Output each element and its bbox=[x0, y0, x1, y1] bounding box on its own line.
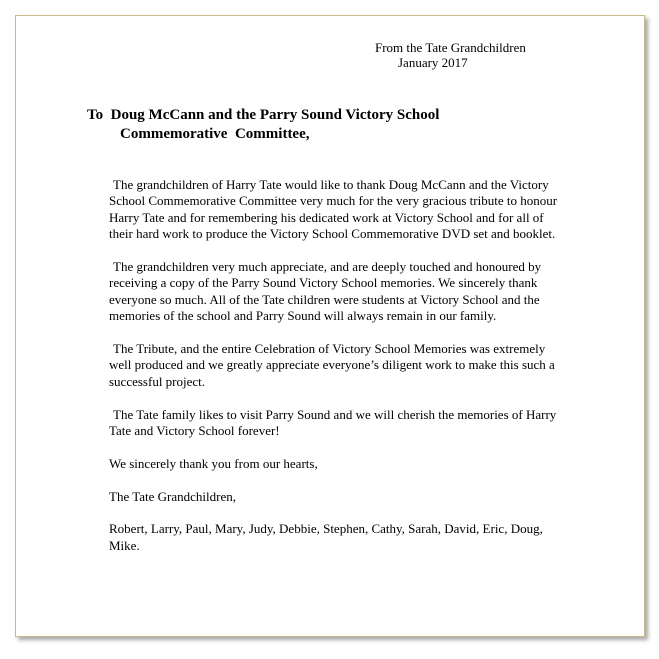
paragraph-appreciation: The grandchildren very much appreciate, and are deeply touched and honoured by receiving a copy of the Parry Sound Victory School memories. We sincerely thank everyone so much. All of the Tate children were students at Victory School and the memories of the school and Parry Sound will always remain in our family. bbox=[109, 259, 542, 324]
salutation bbox=[87, 106, 607, 144]
signature-line: The Tate Grandchildren, bbox=[109, 488, 236, 504]
letter-body bbox=[109, 177, 564, 571]
paragraph-thanks: The grandchildren of Harry Tate would like to thank Doug McCann and the Victory School Commemorative Committee very much for the very gracious tribute to honour Harry Tate and for remembering his dedicated work at Victory School and for all of their hard work to produce the Victory School Commemorative DVD set and booklet. bbox=[109, 177, 558, 242]
letter-date: January 2017 bbox=[398, 55, 468, 70]
sender-line: From the Tate Grandchildren bbox=[375, 40, 526, 55]
salutation-line-2: Commemorative Committee, bbox=[120, 126, 310, 142]
letter-page bbox=[15, 15, 645, 637]
letter-header bbox=[375, 40, 575, 70]
paragraph-tribute: The Tribute, and the entire Celebration of Victory School Memories was extremely well produced and we greatly appreciate everyone’s diligent work to make this such a successful project. bbox=[109, 341, 555, 389]
closing-line: We sincerely thank you from our hearts, bbox=[109, 455, 318, 471]
paragraph-visit: The Tate family likes to visit Parry Sound and we will cherish the memories of Harry Tate and Victory School forever! bbox=[109, 406, 557, 439]
salutation-line-1: To Doug McCann and the Parry Sound Victory School bbox=[87, 107, 440, 123]
names-list: Robert, Larry, Paul, Mary, Judy, Debbie, Stephen, Cathy, Sarah, David, Eric, Doug, Mike. bbox=[109, 521, 543, 553]
